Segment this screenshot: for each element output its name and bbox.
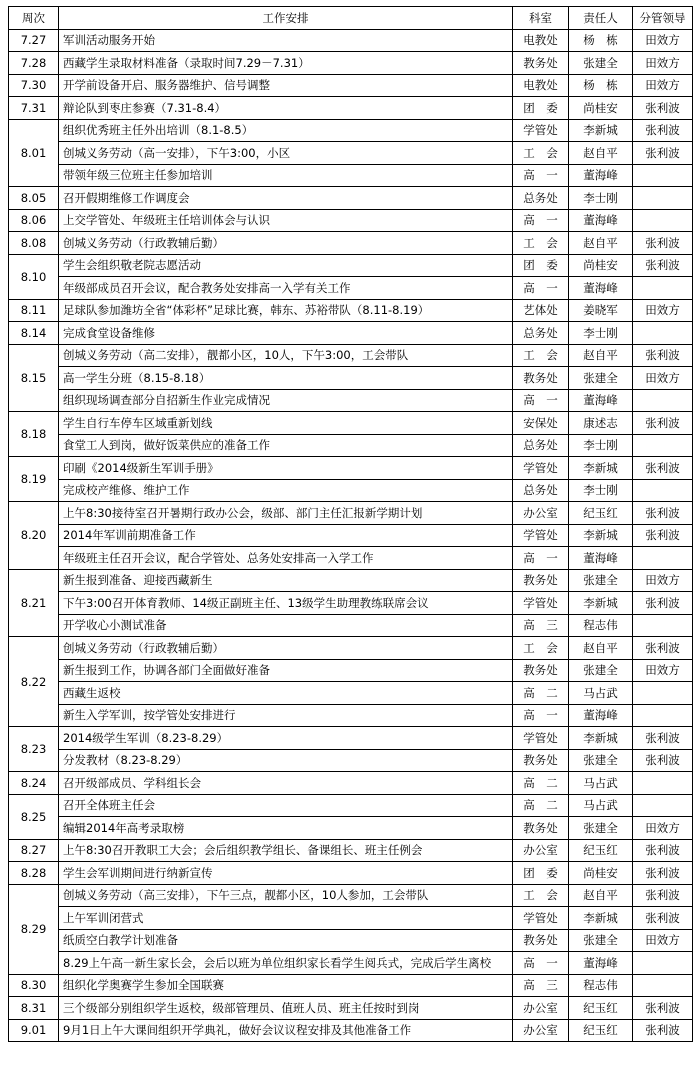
leader-cell <box>633 209 693 232</box>
leader-cell <box>633 479 693 502</box>
table-row <box>9 704 693 727</box>
table-row <box>9 164 693 187</box>
dept-cell: 安保处 <box>513 412 569 435</box>
task-cell: 上交学管处、年级班主任培训体会与认识 <box>59 209 513 232</box>
task-cell: 创城义务劳动（高三安排），下午三点，靓都小区，10人参加，工会带队 <box>59 884 513 907</box>
dept-cell: 团 委 <box>513 862 569 885</box>
dept-cell: 总务处 <box>513 479 569 502</box>
leader-cell: 张利波 <box>633 142 693 165</box>
person-cell: 李新城 <box>569 727 633 750</box>
task-cell: 上午8:30召开教职工大会；会后组织教学组长、备课组长、班主任例会 <box>59 839 513 862</box>
task-cell: 2014级学生军训（8.23-8.29） <box>59 727 513 750</box>
table-row <box>9 97 693 120</box>
person-cell: 纪玉红 <box>569 502 633 525</box>
person-cell: 纪玉红 <box>569 1019 633 1042</box>
person-cell: 赵自平 <box>569 344 633 367</box>
task-cell: 学生自行车停车区域重新划线 <box>59 412 513 435</box>
dept-cell: 高 三 <box>513 974 569 997</box>
task-cell: 完成校产维修、维护工作 <box>59 479 513 502</box>
week-cell: 8.24 <box>9 772 59 795</box>
header-person: 责任人 <box>569 7 633 30</box>
dept-cell: 高 二 <box>513 794 569 817</box>
week-cell: 8.08 <box>9 232 59 255</box>
task-cell: 年级班主任召开会议，配合学管处、总务处安排高一入学工作 <box>59 547 513 570</box>
person-cell: 董海峰 <box>569 547 633 570</box>
task-cell: 组织化学奥赛学生参加全国联赛 <box>59 974 513 997</box>
table-row <box>9 817 693 840</box>
dept-cell: 办公室 <box>513 839 569 862</box>
leader-cell <box>633 682 693 705</box>
dept-cell: 教务处 <box>513 52 569 75</box>
person-cell: 马占武 <box>569 794 633 817</box>
task-cell: 新生报到工作，协调各部门全面做好准备 <box>59 659 513 682</box>
person-cell: 董海峰 <box>569 209 633 232</box>
person-cell: 赵自平 <box>569 142 633 165</box>
person-cell: 程志伟 <box>569 614 633 637</box>
week-cell: 7.30 <box>9 74 59 97</box>
leader-cell: 张利波 <box>633 1019 693 1042</box>
person-cell: 杨 栋 <box>569 74 633 97</box>
task-cell: 创城义务劳动（行政教辅后勤） <box>59 232 513 255</box>
person-cell: 董海峰 <box>569 164 633 187</box>
dept-cell: 电教处 <box>513 29 569 52</box>
table-row <box>9 907 693 930</box>
table-row <box>9 344 693 367</box>
person-cell: 尚桂安 <box>569 862 633 885</box>
task-cell: 上午8:30接待室召开暑期行政办公会，级部、部门主任汇报新学期计划 <box>59 502 513 525</box>
week-cell: 8.28 <box>9 862 59 885</box>
dept-cell: 办公室 <box>513 1019 569 1042</box>
dept-cell: 教务处 <box>513 929 569 952</box>
dept-cell: 高 一 <box>513 277 569 300</box>
dept-cell: 高 二 <box>513 682 569 705</box>
person-cell: 杨 栋 <box>569 29 633 52</box>
table-row <box>9 74 693 97</box>
task-cell: 上午军训闭营式 <box>59 907 513 930</box>
header-dept: 科室 <box>513 7 569 30</box>
task-cell: 纸质空白教学计划准备 <box>59 929 513 952</box>
task-cell: 学生会组织敬老院志愿活动 <box>59 254 513 277</box>
task-cell: 学生会军训期间进行纳新宣传 <box>59 862 513 885</box>
table-row <box>9 29 693 52</box>
table-row <box>9 592 693 615</box>
leader-cell <box>633 187 693 210</box>
table-row <box>9 52 693 75</box>
task-cell: 召开假期维修工作调度会 <box>59 187 513 210</box>
person-cell: 张建全 <box>569 52 633 75</box>
week-cell: 8.29 <box>9 884 59 974</box>
dept-cell: 工 会 <box>513 884 569 907</box>
table-row <box>9 209 693 232</box>
leader-cell: 张利波 <box>633 884 693 907</box>
week-cell: 8.20 <box>9 502 59 570</box>
week-cell: 7.28 <box>9 52 59 75</box>
task-cell: 三个级部分别组织学生返校，级部管理员、值班人员、班主任按时到岗 <box>59 997 513 1020</box>
table-row <box>9 119 693 142</box>
leader-cell: 张利波 <box>633 254 693 277</box>
person-cell: 李士刚 <box>569 479 633 502</box>
dept-cell: 高 三 <box>513 614 569 637</box>
task-cell: 印刷《2014级新生军训手册》 <box>59 457 513 480</box>
table-row <box>9 322 693 345</box>
table-row <box>9 794 693 817</box>
dept-cell: 教务处 <box>513 749 569 772</box>
dept-cell: 总务处 <box>513 434 569 457</box>
leader-cell: 张利波 <box>633 637 693 660</box>
task-cell: 完成食堂设备维修 <box>59 322 513 345</box>
dept-cell: 工 会 <box>513 637 569 660</box>
table-row <box>9 547 693 570</box>
table-row <box>9 997 693 1020</box>
task-cell: 召开级部成员、学科组长会 <box>59 772 513 795</box>
dept-cell: 学管处 <box>513 457 569 480</box>
leader-cell <box>633 794 693 817</box>
table-row <box>9 277 693 300</box>
leader-cell: 张利波 <box>633 412 693 435</box>
leader-cell: 张利波 <box>633 997 693 1020</box>
task-cell: 军训活动服务开始 <box>59 29 513 52</box>
leader-cell: 张利波 <box>633 592 693 615</box>
dept-cell: 学管处 <box>513 119 569 142</box>
leader-cell: 田效方 <box>633 367 693 390</box>
dept-cell: 高 一 <box>513 547 569 570</box>
table-row <box>9 929 693 952</box>
table-row <box>9 367 693 390</box>
person-cell: 董海峰 <box>569 704 633 727</box>
person-cell: 程志伟 <box>569 974 633 997</box>
leader-cell: 张利波 <box>633 727 693 750</box>
week-cell: 8.11 <box>9 299 59 322</box>
table-header <box>9 7 693 30</box>
leader-cell: 张利波 <box>633 907 693 930</box>
week-cell: 8.01 <box>9 119 59 187</box>
task-cell: 西藏生返校 <box>59 682 513 705</box>
week-cell: 8.30 <box>9 974 59 997</box>
person-cell: 李新城 <box>569 119 633 142</box>
dept-cell: 电教处 <box>513 74 569 97</box>
dept-cell: 教务处 <box>513 659 569 682</box>
dept-cell: 教务处 <box>513 817 569 840</box>
leader-cell: 张利波 <box>633 862 693 885</box>
task-cell: 带领年级三位班主任参加培训 <box>59 164 513 187</box>
week-cell: 8.23 <box>9 727 59 772</box>
table-row <box>9 479 693 502</box>
dept-cell: 学管处 <box>513 592 569 615</box>
task-cell: 西藏学生录取材料准备（录取时间7.29－7.31） <box>59 52 513 75</box>
person-cell: 张建全 <box>569 659 633 682</box>
leader-cell: 张利波 <box>633 502 693 525</box>
table-row <box>9 659 693 682</box>
dept-cell: 总务处 <box>513 322 569 345</box>
header-task: 工作安排 <box>59 7 513 30</box>
person-cell: 赵自平 <box>569 232 633 255</box>
person-cell: 张建全 <box>569 367 633 390</box>
dept-cell: 教务处 <box>513 367 569 390</box>
task-cell: 足球队参加潍坊全省“体彩杯”足球比赛，韩东、苏裕带队（8.11-8.19） <box>59 299 513 322</box>
table-row <box>9 727 693 750</box>
leader-cell: 张利波 <box>633 344 693 367</box>
person-cell: 李新城 <box>569 592 633 615</box>
table-row <box>9 569 693 592</box>
person-cell: 李士刚 <box>569 434 633 457</box>
leader-cell <box>633 547 693 570</box>
leader-cell <box>633 277 693 300</box>
table-row <box>9 974 693 997</box>
person-cell: 李士刚 <box>569 187 633 210</box>
week-cell: 7.31 <box>9 97 59 120</box>
week-cell: 9.01 <box>9 1019 59 1042</box>
table-row <box>9 412 693 435</box>
table-row <box>9 187 693 210</box>
person-cell: 李士刚 <box>569 322 633 345</box>
table-row <box>9 254 693 277</box>
person-cell: 董海峰 <box>569 389 633 412</box>
table-body <box>9 29 693 1042</box>
leader-cell: 田效方 <box>633 817 693 840</box>
task-cell: 组织现场调查部分自招新生作业完成情况 <box>59 389 513 412</box>
dept-cell: 高 一 <box>513 389 569 412</box>
person-cell: 赵自平 <box>569 884 633 907</box>
person-cell: 尚桂安 <box>569 254 633 277</box>
week-cell: 8.22 <box>9 637 59 727</box>
dept-cell: 高 二 <box>513 772 569 795</box>
leader-cell <box>633 164 693 187</box>
leader-cell <box>633 434 693 457</box>
schedule-table <box>8 6 693 1042</box>
leader-cell <box>633 389 693 412</box>
person-cell: 李新城 <box>569 907 633 930</box>
table-row <box>9 232 693 255</box>
leader-cell <box>633 322 693 345</box>
leader-cell <box>633 704 693 727</box>
task-cell: 2014年军训前期准备工作 <box>59 524 513 547</box>
person-cell: 康述志 <box>569 412 633 435</box>
person-cell: 李新城 <box>569 457 633 480</box>
person-cell: 纪玉红 <box>569 839 633 862</box>
week-cell: 8.21 <box>9 569 59 637</box>
dept-cell: 总务处 <box>513 187 569 210</box>
table-row <box>9 749 693 772</box>
dept-cell: 艺体处 <box>513 299 569 322</box>
person-cell: 张建全 <box>569 749 633 772</box>
dept-cell: 团 委 <box>513 254 569 277</box>
header-row <box>9 7 693 30</box>
leader-cell <box>633 974 693 997</box>
task-cell: 下午3:00召开体育教师、14级正副班主任、13级学生助理教练联席会议 <box>59 592 513 615</box>
task-cell: 高一学生分班（8.15-8.18） <box>59 367 513 390</box>
week-cell: 8.25 <box>9 794 59 839</box>
leader-cell: 张利波 <box>633 749 693 772</box>
task-cell: 创城义务劳动（高一安排），下午3:00，小区 <box>59 142 513 165</box>
dept-cell: 办公室 <box>513 502 569 525</box>
table-row <box>9 389 693 412</box>
person-cell: 马占武 <box>569 682 633 705</box>
task-cell: 辩论队到枣庄参赛（7.31-8.4） <box>59 97 513 120</box>
table-row <box>9 524 693 547</box>
table-row <box>9 142 693 165</box>
week-cell: 8.14 <box>9 322 59 345</box>
person-cell: 张建全 <box>569 929 633 952</box>
table-row <box>9 299 693 322</box>
table-row <box>9 457 693 480</box>
person-cell: 马占武 <box>569 772 633 795</box>
week-cell: 8.06 <box>9 209 59 232</box>
leader-cell <box>633 772 693 795</box>
leader-cell: 张利波 <box>633 839 693 862</box>
task-cell: 8.29上午高一新生家长会，会后以班为单位组织家长看学生阅兵式，完成后学生离校 <box>59 952 513 975</box>
week-cell: 7.27 <box>9 29 59 52</box>
leader-cell: 张利波 <box>633 457 693 480</box>
week-cell: 8.27 <box>9 839 59 862</box>
table-row <box>9 637 693 660</box>
leader-cell: 田效方 <box>633 52 693 75</box>
dept-cell: 高 一 <box>513 952 569 975</box>
header-week: 周次 <box>9 7 59 30</box>
person-cell: 李新城 <box>569 524 633 547</box>
task-cell: 新生入学军训，按学管处安排进行 <box>59 704 513 727</box>
task-cell: 开学收心小测试准备 <box>59 614 513 637</box>
dept-cell: 高 一 <box>513 164 569 187</box>
leader-cell: 张利波 <box>633 97 693 120</box>
week-cell: 8.19 <box>9 457 59 502</box>
task-cell: 创城义务劳动（行政教辅后勤） <box>59 637 513 660</box>
person-cell: 董海峰 <box>569 277 633 300</box>
person-cell: 董海峰 <box>569 952 633 975</box>
task-cell: 年级部成员召开会议，配合教务处安排高一入学有关工作 <box>59 277 513 300</box>
task-cell: 分发教材（8.23-8.29） <box>59 749 513 772</box>
task-cell: 食堂工人到岗，做好饭菜供应的准备工作 <box>59 434 513 457</box>
dept-cell: 学管处 <box>513 727 569 750</box>
week-cell: 8.18 <box>9 412 59 457</box>
leader-cell: 田效方 <box>633 299 693 322</box>
person-cell: 张建全 <box>569 569 633 592</box>
week-cell: 8.05 <box>9 187 59 210</box>
person-cell: 张建全 <box>569 817 633 840</box>
table-row <box>9 884 693 907</box>
table-row <box>9 1019 693 1042</box>
leader-cell <box>633 952 693 975</box>
task-cell: 编辑2014年高考录取榜 <box>59 817 513 840</box>
task-cell: 新生报到准备、迎接西藏新生 <box>59 569 513 592</box>
dept-cell: 工 会 <box>513 232 569 255</box>
dept-cell: 高 一 <box>513 209 569 232</box>
leader-cell: 田效方 <box>633 569 693 592</box>
leader-cell: 张利波 <box>633 524 693 547</box>
dept-cell: 学管处 <box>513 524 569 547</box>
person-cell: 赵自平 <box>569 637 633 660</box>
week-cell: 8.10 <box>9 254 59 299</box>
dept-cell: 教务处 <box>513 569 569 592</box>
table-row <box>9 952 693 975</box>
task-cell: 9月1日上午大课间组织开学典礼，做好会议议程安排及其他准备工作 <box>59 1019 513 1042</box>
table-row <box>9 434 693 457</box>
table-row <box>9 862 693 885</box>
leader-cell: 田效方 <box>633 929 693 952</box>
table-row <box>9 682 693 705</box>
task-cell: 组织优秀班主任外出培训（8.1-8.5） <box>59 119 513 142</box>
dept-cell: 高 一 <box>513 704 569 727</box>
leader-cell: 田效方 <box>633 29 693 52</box>
person-cell: 纪玉红 <box>569 997 633 1020</box>
leader-cell: 张利波 <box>633 232 693 255</box>
task-cell: 开学前设备开启、服务器维护、信号调整 <box>59 74 513 97</box>
week-cell: 8.31 <box>9 997 59 1020</box>
leader-cell <box>633 614 693 637</box>
person-cell: 尚桂安 <box>569 97 633 120</box>
dept-cell: 学管处 <box>513 907 569 930</box>
table-row <box>9 614 693 637</box>
table-row <box>9 839 693 862</box>
dept-cell: 工 会 <box>513 142 569 165</box>
dept-cell: 办公室 <box>513 997 569 1020</box>
table-row <box>9 772 693 795</box>
task-cell: 召开全体班主任会 <box>59 794 513 817</box>
leader-cell: 田效方 <box>633 74 693 97</box>
week-cell: 8.15 <box>9 344 59 412</box>
person-cell: 姜晓军 <box>569 299 633 322</box>
task-cell: 创城义务劳动（高二安排），靓都小区，10人，下午3:00，工会带队 <box>59 344 513 367</box>
leader-cell: 田效方 <box>633 659 693 682</box>
dept-cell: 团 委 <box>513 97 569 120</box>
table-row <box>9 502 693 525</box>
header-leader: 分管领导 <box>633 7 693 30</box>
leader-cell: 张利波 <box>633 119 693 142</box>
dept-cell: 工 会 <box>513 344 569 367</box>
